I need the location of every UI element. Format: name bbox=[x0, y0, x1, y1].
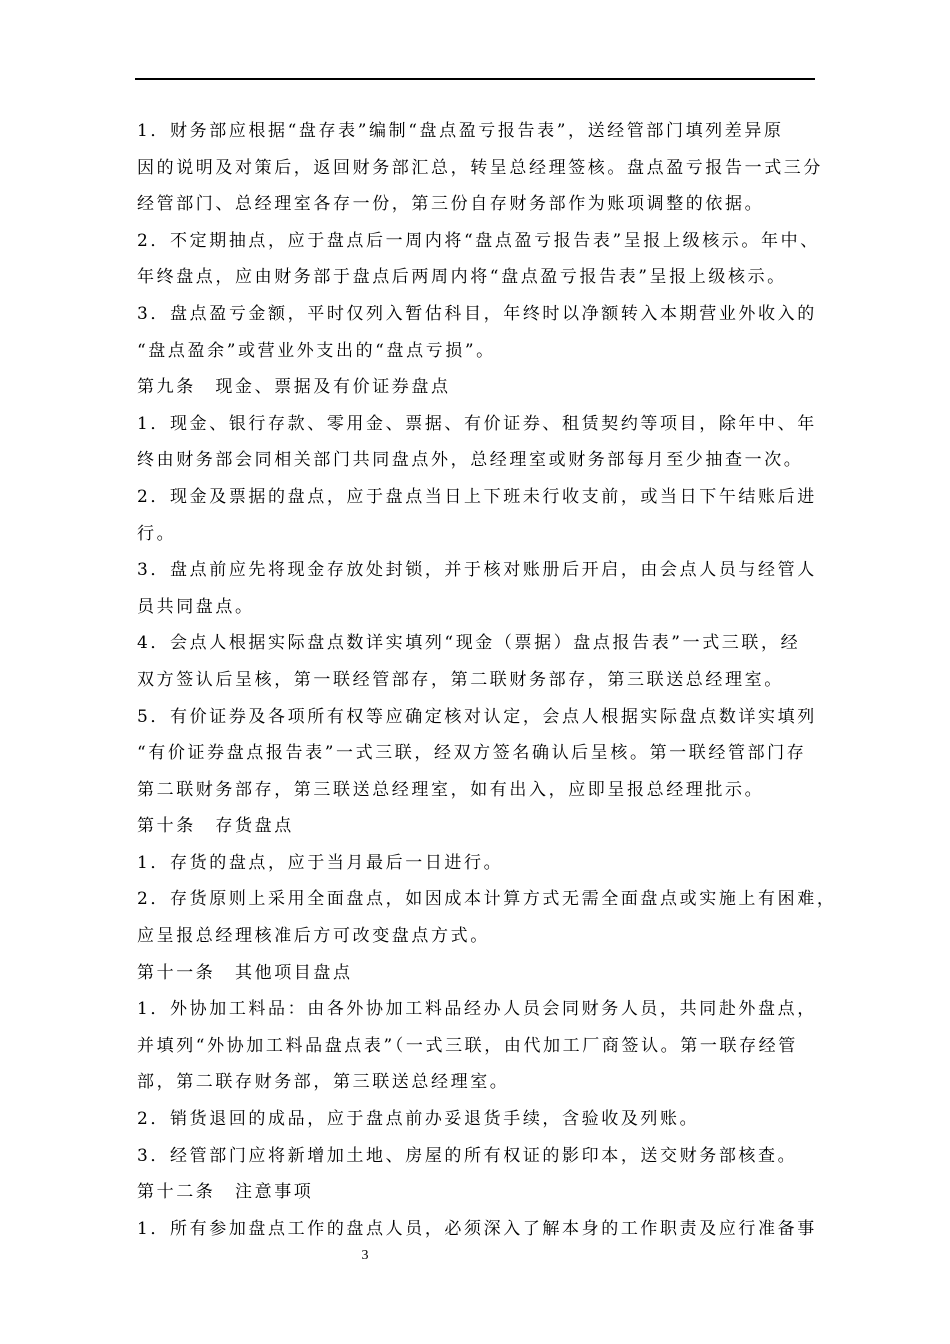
text-line: 应呈报总经理核准后方可改变盘点方式。 bbox=[137, 926, 490, 947]
section-heading: 第九条 现金、票据及有价证券盘点 bbox=[137, 377, 451, 398]
text-line: 3．盘点盈亏金额，平时仅列入暂估科目，年终时以净额转入本期营业外收入的 bbox=[137, 303, 817, 324]
text-line: 1．存货的盘点，应于当月最后一日进行。 bbox=[137, 852, 504, 873]
text-line: 3．盘点前应先将现金存放处封锁，并于核对账册后开启，由会点人员与经管人 bbox=[137, 560, 817, 581]
section-heading: 第十条 存货盘点 bbox=[137, 816, 294, 837]
text-line: 2．现金及票据的盘点，应于盘点当日上下班未行收支前，或当日下午结账后进 bbox=[137, 486, 817, 507]
text-line: 因的说明及对策后，返回财务部汇总，转呈总经理签核。盘点盈亏报告一式三分 bbox=[137, 157, 823, 178]
text-line: 第二联财务部存，第三联送总经理室，如有出入，应即呈报总经理批示。 bbox=[137, 779, 765, 800]
text-line: “盘点盈余”或营业外支出的“盘点亏损”。 bbox=[137, 340, 496, 361]
text-line: 2．存货原则上采用全面盘点，如因成本计算方式无需全面盘点或实施上有困难， bbox=[137, 889, 837, 910]
document-body bbox=[137, 113, 837, 1247]
text-line: 并填列“外协加工料品盘点表”（一式三联，由代加工厂商签认。第一联存经管 bbox=[137, 1035, 798, 1056]
text-line: 1．财务部应根据“盘存表”编制“盘点盈亏报告表”，送经管部门填列差异原 bbox=[137, 121, 784, 141]
text-line: 行。 bbox=[137, 523, 177, 544]
text-line: 4．会点人根据实际盘点数详实填列“现金（票据）盘点报告表”一式三联，经 bbox=[137, 633, 801, 654]
text-line: 1．所有参加盘点工作的盘点人员，必须深入了解本身的工作职责及应行准备事 bbox=[137, 1218, 817, 1239]
section-heading: 第十二条 注意事项 bbox=[137, 1182, 314, 1203]
text-line: “有价证券盘点报告表”一式三联，经双方签名确认后呈核。第一联经管部门存 bbox=[137, 743, 807, 764]
text-line: 3．经管部门应将新增加土地、房屋的所有权证的影印本，送交财务部核查。 bbox=[137, 1145, 798, 1166]
text-line: 2．销货退回的成品，应于盘点前办妥退货手续，含验收及列账。 bbox=[137, 1109, 700, 1130]
text-line: 2．不定期抽点，应于盘点后一周内将“盘点盈亏报告表”呈报上级核示。年中、 bbox=[137, 230, 820, 251]
section-heading: 第十一条 其他项目盘点 bbox=[137, 962, 353, 983]
text-line: 员共同盘点。 bbox=[137, 596, 255, 617]
text-line: 5．有价证券及各项所有权等应确定核对认定，会点人根据实际盘点数详实填列 bbox=[137, 706, 817, 727]
text-line: 1．现金、银行存款、零用金、票据、有价证券、租赁契约等项目，除年中、年 bbox=[137, 413, 817, 434]
page-number: 3 bbox=[361, 1248, 369, 1263]
header-rule bbox=[135, 78, 815, 80]
text-line: 经管部门、总经理室各存一份，第三份自存财务部作为账项调整的依据。 bbox=[137, 194, 765, 215]
text-line: 双方签认后呈核，第一联经管部存，第二联财务部存，第三联送总经理室。 bbox=[137, 669, 784, 690]
text-line: 部，第二联存财务部，第三联送总经理室。 bbox=[137, 1072, 510, 1093]
text-line: 终由财务部会同相关部门共同盘点外，总经理室或财务部每月至少抽查一次。 bbox=[137, 450, 804, 471]
text-line: 1．外协加工料品：由各外协加工料品经办人员会同财务人员，共同赴外盘点， bbox=[137, 999, 817, 1020]
text-line: 年终盘点，应由财务部于盘点后两周内将“盘点盈亏报告表”呈报上级核示。 bbox=[137, 267, 787, 288]
